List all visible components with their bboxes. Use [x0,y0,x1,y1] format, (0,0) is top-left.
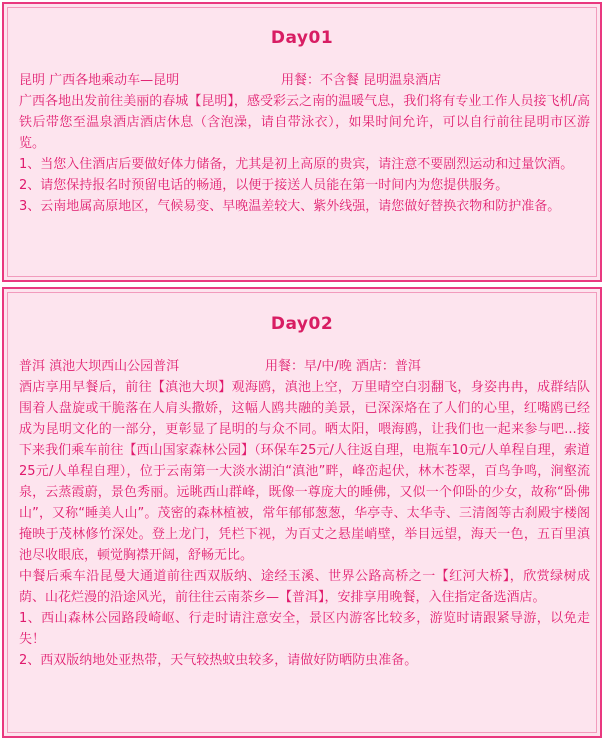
day-title: Day01 [270,28,334,48]
day-tip: 2、西双版纳地处亚热带，天气较热蚊虫较多，请做好防晒防虫准备。 [19,653,418,668]
day-tip: 2、请您保持报名时预留电话的畅通，以便于接送人员能在第一时间内为您提供服务。 [19,178,509,193]
day-body [4,356,600,671]
day-meals-hotel: 用餐：不含餐 昆明温泉酒店 [281,73,442,88]
day-route: 昆明 广西各地乘动车—昆明 [19,73,180,88]
day-tip: 1、当您入住酒店后要做好体力储备，尤其是初上高原的贵宾，请注意不要剧烈运动和过量饮酒。 [19,157,574,172]
day-info-line [19,70,590,91]
day-info-line [19,356,590,377]
itinerary-day-card [2,2,602,282]
itinerary-day-card [2,287,602,738]
day-tip: 3、云南地属高原地区，气候易变、早晚温差较大、紫外线强，请您做好替换衣物和防护准备。 [19,199,561,214]
day-tip: 1、西山森林公园路段崎岖、行走时请注意安全，景区内游客比较多，游览时请跟紧导游，以免走失！ [19,611,590,647]
day-meals-hotel: 用餐：早/中/晚 酒店：普洱 [265,359,421,374]
day-body [4,70,600,217]
day-route: 普洱 滇池大坝西山公园普洱 [19,359,180,374]
day-paragraph: 酒店享用早餐后，前往【滇池大坝】观海鸥，滇池上空，万里晴空白羽翻飞，身姿冉冉，成群结队围着人盘旋或干脆落在人肩头撒娇，这幅人鸥共融的美景，已深深烙在了人们的心里，红嘴鸥已经成为昆明文化的一部分，更彰显了昆明的与众不同。晒太阳，喂海鸥，让我们也一起来参与吧...接下来我们乘车前往【西山国家森林公园】（环保车25元/人往返自理，电瓶车10元/人单程自理，索道25元/人单程自理），位于云南第一大淡水湖泊“滇池”畔，峰峦起伏，林木苍翠，百鸟争鸣，涧壑流泉，云蒸霞蔚，景色秀丽。远眺西山群峰，既像一尊庞大的睡佛，又似一个仰卧的少女，故称“卧佛山”，又称“睡美人山”。茂密的森林植被，常年郁郁葱葱，华亭寺、太华寺、三清阁等古刹殿宇楼阁掩映于茂林修竹深处。登上龙门，凭栏下视，为百丈之悬崖峭壁，举目远望，海天一色，五百里滇池尽收眼底，顿觉胸襟开阔，舒畅无比。 [19,380,590,563]
day-paragraph: 中餐后乘车沿昆曼大通道前往西双版纳、途经玉溪、世界公路高桥之一【红河大桥】，欣赏绿树成荫、山花烂漫的沿途风光，前往往云南茶乡—【普洱】，安排享用晚餐，入住指定备选酒店。 [19,569,590,605]
day-paragraph: 广西各地出发前往美丽的春城【昆明】，感受彩云之南的温暖气息，我们将有专业工作人员接飞机/高铁后带您至温泉酒店酒店休息（含泡澡，请自带泳衣），如果时间允许，可以自行前往昆明市区游览。 [19,94,590,151]
day-title: Day02 [270,314,334,334]
